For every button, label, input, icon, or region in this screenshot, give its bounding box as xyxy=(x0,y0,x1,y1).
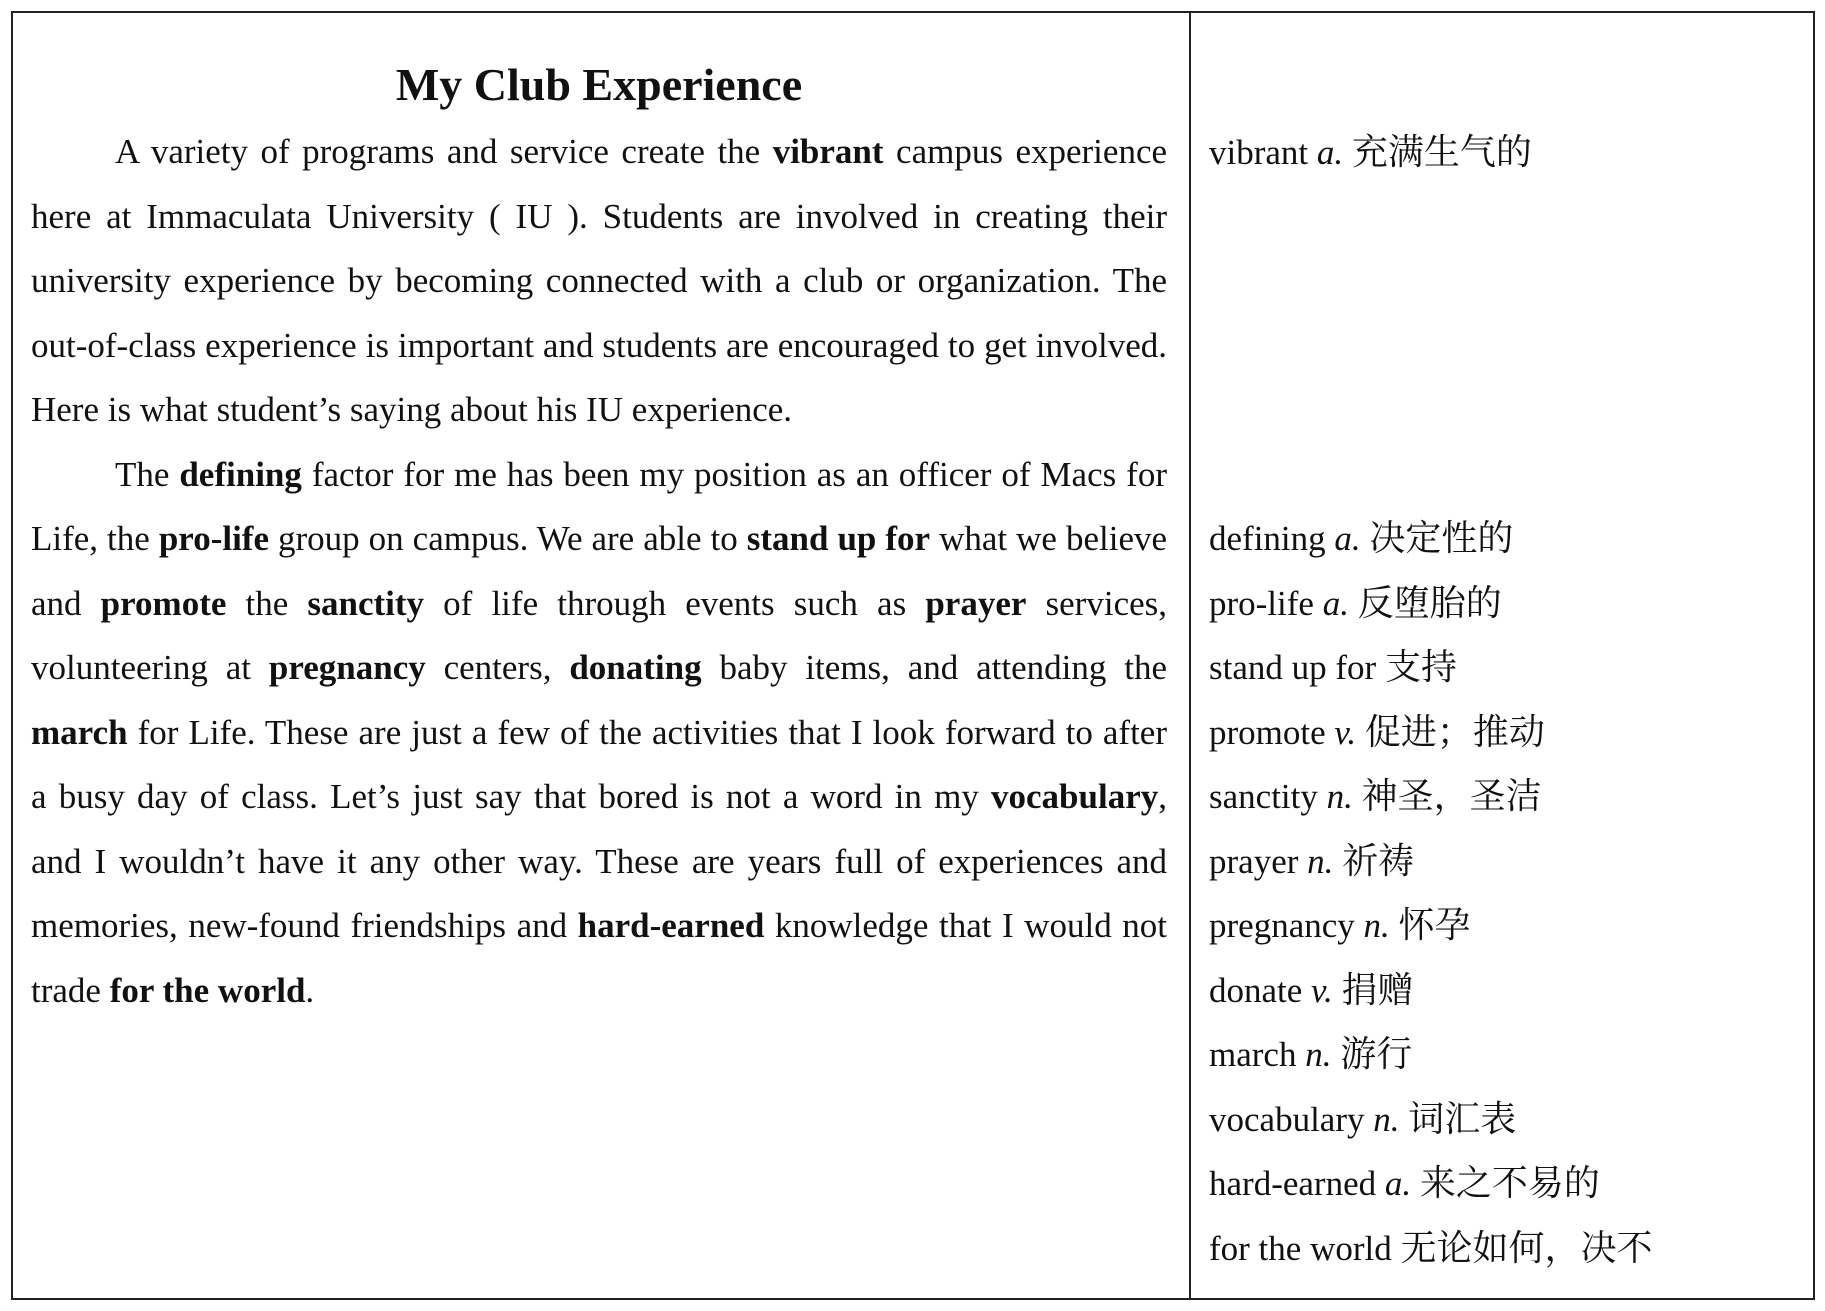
glossary-word: pro-life xyxy=(1209,583,1314,623)
glossary-meaning: 游行 xyxy=(1340,1034,1413,1075)
glossary-meaning: 词汇表 xyxy=(1408,1098,1517,1140)
text-run: group on campus. We are able to xyxy=(269,519,747,558)
glossary-word: prayer xyxy=(1209,841,1299,881)
text-run: knowledge that I would not trade xyxy=(31,906,1167,1010)
vocab-term: sanctity xyxy=(307,583,425,623)
glossary-word: stand up for xyxy=(1209,648,1377,687)
text-run: campus experience here at Immaculata University ( IU ). Students are involved in creating their university experience by becoming connected with a club or organization. The out-of-class experience is important and students are encouraged to get involved. Here is what student’s saying about his IU experience. xyxy=(31,132,1168,429)
glossary-entry xyxy=(1209,701,1809,766)
text-run: of life through events such as xyxy=(424,583,926,623)
glossary-group-2 xyxy=(1209,507,1809,1281)
glossary-pos: a. xyxy=(1316,133,1344,172)
vocab-term: hard-earned xyxy=(577,906,765,945)
glossary-word: vibrant xyxy=(1209,133,1309,172)
paragraph-2 xyxy=(31,443,1167,1024)
glossary-pos: n. xyxy=(1373,1099,1400,1139)
paragraph-1 xyxy=(31,120,1167,443)
vocab-term: pro-life xyxy=(158,519,269,558)
vocab-term: promote xyxy=(100,583,227,623)
glossary-entry xyxy=(1209,1152,1809,1217)
glossary-meaning: 反堕胎的 xyxy=(1357,582,1502,624)
glossary-entry xyxy=(1209,765,1809,830)
vocab-term: defining xyxy=(179,454,302,494)
glossary-entry xyxy=(1209,1088,1809,1153)
glossary-word: pregnancy xyxy=(1209,906,1355,945)
glossary-word: hard-earned xyxy=(1209,1164,1377,1203)
glossary-word: march xyxy=(1209,1035,1297,1074)
text-run: what we believe and xyxy=(31,519,1168,623)
text-run: . xyxy=(305,970,315,1010)
text-run: for Life. These are just a few of the activities that I look forward to after a busy day of class. Let’s just say that bored is not a word in my xyxy=(31,712,1167,816)
vocab-term: stand up for xyxy=(746,519,931,558)
glossary-meaning: 决定性的 xyxy=(1369,518,1514,559)
glossary-word: defining xyxy=(1209,519,1326,558)
glossary-meaning: 来之不易的 xyxy=(1419,1163,1600,1204)
vocab-term: march xyxy=(31,712,128,752)
text-run: , and I wouldn’t have it any other way. These are years full of experiences and memories, new-found friendships and xyxy=(31,777,1167,945)
vocab-term: vibrant xyxy=(772,132,884,171)
passage-title: My Club Experience xyxy=(395,59,803,110)
vocab-term: donating xyxy=(569,648,702,687)
glossary-meaning: 无论如何，决不 xyxy=(1400,1227,1653,1269)
column-divider xyxy=(1189,11,1191,1300)
glossary-entry xyxy=(1209,894,1809,959)
glossary-word: vocabulary xyxy=(1209,1099,1365,1139)
glossary-meaning: 支持 xyxy=(1384,647,1457,688)
glossary-meaning: 祈祷 xyxy=(1342,840,1415,882)
glossary-pos: v. xyxy=(1311,970,1333,1010)
glossary-entry xyxy=(1209,572,1809,637)
glossary-pos: v. xyxy=(1334,712,1357,752)
passage-column xyxy=(31,52,1167,1023)
text-run: A variety of programs and service create the xyxy=(115,132,773,171)
glossary-entry xyxy=(1209,121,1809,186)
glossary-word: sanctity xyxy=(1209,777,1318,816)
glossary-pos: a. xyxy=(1384,1164,1412,1203)
glossary-word: for the world xyxy=(1209,1228,1392,1268)
vocab-term: vocabulary xyxy=(991,777,1159,816)
text-run: baby items, and attending the xyxy=(701,648,1168,687)
glossary-pos: n. xyxy=(1326,777,1353,816)
text-run: factor for me has been my position as an officer of Macs for Life, the xyxy=(31,454,1167,558)
glossary-meaning: 充满生气的 xyxy=(1351,132,1532,173)
glossary-pos: n. xyxy=(1307,841,1334,881)
glossary-meaning: 捐赠 xyxy=(1341,969,1414,1011)
text-run: services, volunteering at xyxy=(31,583,1168,687)
glossary-entry xyxy=(1209,1023,1809,1088)
glossary-entry xyxy=(1209,959,1809,1024)
text-run: centers, xyxy=(425,648,570,687)
glossary-meaning: 神圣，圣洁 xyxy=(1361,776,1542,817)
glossary-entry xyxy=(1209,830,1809,895)
vocab-term: prayer xyxy=(925,583,1027,623)
text-run: The xyxy=(115,454,180,494)
glossary-word: promote xyxy=(1209,712,1326,752)
glossary-entry xyxy=(1209,1217,1809,1282)
vocab-term: for the world xyxy=(109,970,306,1010)
glossary-pos: n. xyxy=(1363,906,1390,945)
glossary-entry xyxy=(1209,636,1809,701)
vocab-term: pregnancy xyxy=(268,648,426,687)
glossary-pos: a. xyxy=(1322,583,1349,623)
glossary-pos: n. xyxy=(1305,1035,1332,1074)
glossary-meaning: 促进；推动 xyxy=(1364,711,1545,753)
glossary-group-1 xyxy=(1209,121,1809,186)
text-run: the xyxy=(226,583,308,623)
glossary-word: donate xyxy=(1209,970,1303,1010)
glossary-entry xyxy=(1209,507,1809,572)
glossary-meaning: 怀孕 xyxy=(1398,905,1471,946)
glossary-pos: a. xyxy=(1334,519,1361,558)
